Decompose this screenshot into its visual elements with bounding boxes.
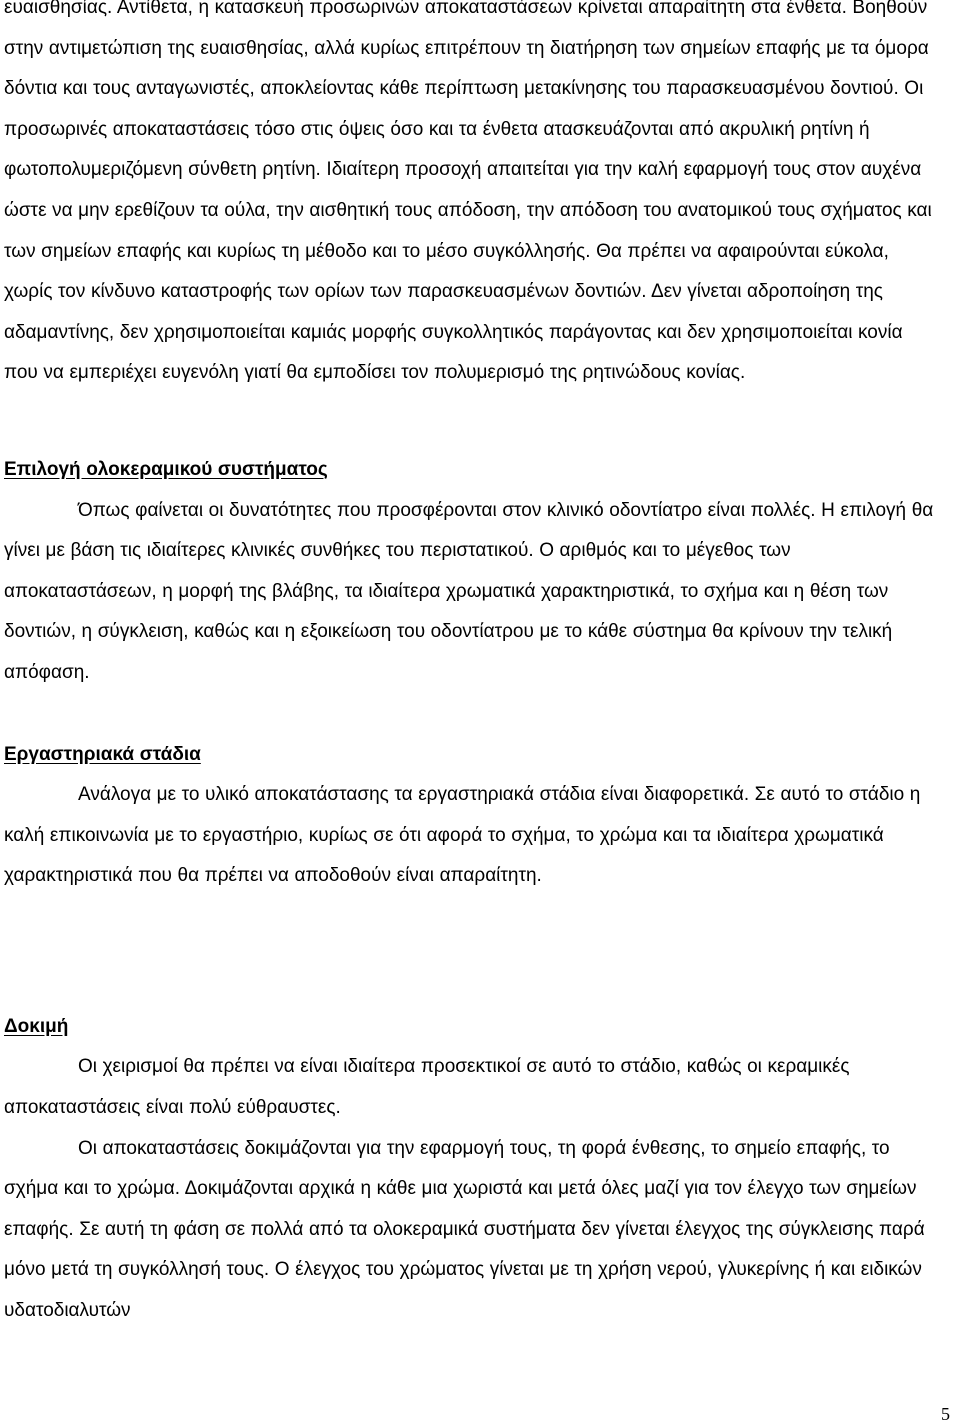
document-page	[4, 0, 940, 1332]
page-number: 5	[941, 1404, 950, 1424]
section-heading: Επιλογή ολοκεραμικού συστήματος	[4, 458, 328, 480]
paragraph-continuation: ευαισθησίας. Αντίθετα, η κατασκευή προσωρινών αποκαταστάσεων κρίνεται απαραίτητη στα ένθετα. Βοηθούν στην αντιμετώπιση της ευαισθησίας, αλλά κυρίως επιτρέπουν τη διατήρηση των σημείων επαφής με τα όμορα δόντια και τους ανταγωνιστές, αποκλείοντας κάθε περίπτωση μετακίνησης του παρασκευασμένου δοντιού. Οι προσωρινές αποκαταστάσεις τόσο στις όψεις όσο και τα ένθετα ατασκευάζονται από ακρυλική ρητίνη ή φωτοπολυμεριζόμενη σύνθετη ρητίνη. Ιδιαίτερη προσοχή απαιτείται για την καλή εφαρμογή τους στον αυχένα ώστε να μην ερεθίζουν τα ούλα, την αισθητική τους απόδοση, την απόδοση του ανατομικού τους σχήματος και των σημείων επαφής και κυρίως τη μέθοδο και το μέσο συγκόλλησής. Θα πρέπει να αφαιρούνται εύκολα, χωρίς τον κίνδυνο καταστροφής των ορίων των παρασκευασμένων δοντιών. Δεν γίνεται αδροποίηση της αδαμαντίνης, δεν χρησιμοποιείται καμιάς μορφής συγκολλητικός παράγοντας και δεν χρησιμοποιείται κονία που να εμπεριέχει ευγενόλη γιατί θα εμποδίσει τον πολυμερισμό της ρητινώδους κονίας.	[4, 0, 932, 384]
section-heading: Εργαστηριακά στάδια	[4, 743, 201, 765]
section-heading: Δοκιμή	[4, 1015, 69, 1037]
paragraph: Οι χειρισμοί θα πρέπει να είναι ιδιαίτερα προσεκτικοί σε αυτό το στάδιο, καθώς οι κεραμικές αποκαταστάσεις είναι πολύ εύθραυστες.	[4, 1056, 850, 1119]
paragraph: Οι αποκαταστάσεις δοκιμάζονται για την εφαρμογή τους, τη φορά ένθεσης, το σημείο επαφής, το σχήμα και το χρώμα. Δοκιμάζονται αρχικά η κάθε μια χωριστά και μετά όλες μαζί για τον έλεγχο των σημείων επαφής. Σε αυτή τη φάση σε πολλά από τα ολοκεραμικά συστήματα δεν γίνεται έλεγχος της σύγκλεισης παρά μόνο μετά τη συγκόλλησή τους. Ο έλεγχος του χρώματος γίνεται με τη χρήση νερού, γλυκερίνης ή και ειδικών υδατοδιαλυτών	[4, 1137, 925, 1322]
paragraph: Όπως φαίνεται οι δυνατότητες που προσφέρονται στον κλινικό οδοντίατρο είναι πολλές. Η επιλογή θα γίνει με βάση τις ιδιαίτερες κλινικές συνθήκες του περιστατικού. Ο αριθμός και το μέγεθος των αποκαταστάσεων, η μορφή της βλάβης, τα ιδιαίτερα χρωματικά χαρακτηριστικά, το σχήμα και η θέση των δοντιών, η σύγκλειση, καθώς και η εξοικείωση του οδοντίατρου με το κάθε σύστημα θα κρίνουν την τελική απόφαση.	[4, 499, 934, 683]
paragraph: Ανάλογα με το υλικό αποκατάστασης τα εργαστηριακά στάδια είναι διαφορετικά. Σε αυτό το στάδιο η καλή επικοινωνία με το εργαστήριο, κυρίως σε ότι αφορά το σχήμα, το χρώμα και τα ιδιαίτερα χρωματικά χαρακτηριστικά που θα πρέπει να αποδοθούν είναι απαραίτητη.	[4, 784, 921, 887]
